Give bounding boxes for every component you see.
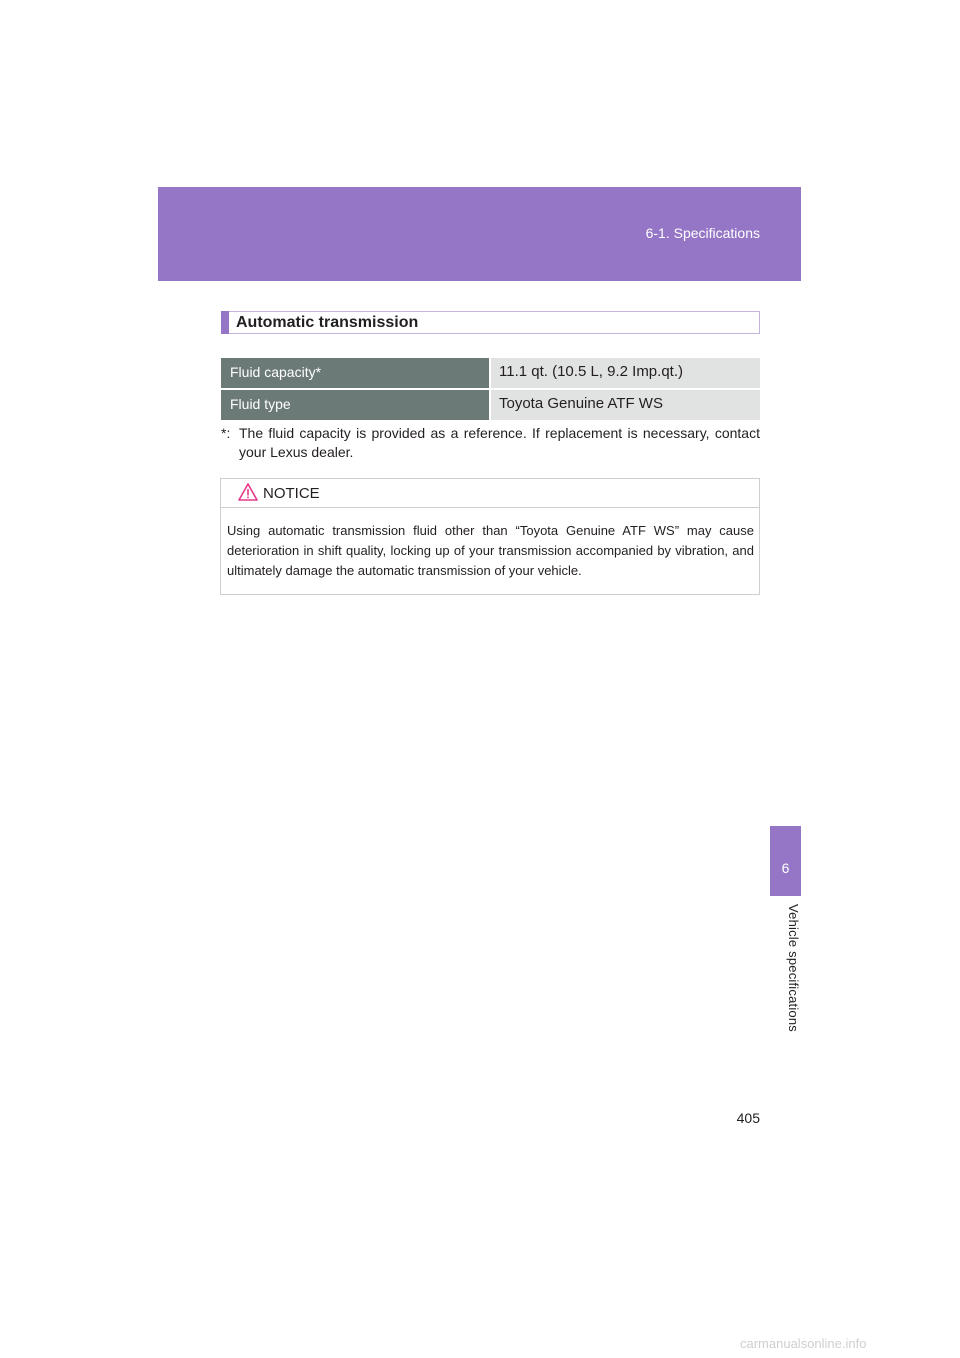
warning-triangle-icon [238, 483, 258, 506]
page-number: 405 [736, 1110, 760, 1126]
chapter-label: Vehicle specifications [786, 904, 801, 1032]
table-row [221, 358, 760, 388]
footnote-mark: *: [221, 425, 231, 441]
heading-accent-bar [221, 311, 229, 334]
notice-body: Using automatic transmission fluid other than “Toyota Genuine ATF WS” may cause deterioration in shift quality, locking up of your transmission accompanied by vibration, and ultimately damage the automatic transmission of your vehicle. [227, 523, 754, 578]
section-title: 6-1. Specifications [645, 225, 760, 241]
notice-title: NOTICE [263, 485, 320, 502]
chapter-tab[interactable] [770, 826, 801, 896]
spec-label: Fluid capacity* [221, 358, 489, 388]
spec-label: Fluid type [221, 390, 489, 420]
notice-header [221, 479, 759, 508]
chapter-number: 6 [781, 860, 790, 876]
watermark: carmanualsonline.info [740, 1336, 867, 1351]
spec-value: Toyota Genuine ATF WS [491, 390, 760, 420]
spec-table [221, 358, 760, 422]
footnote [221, 424, 760, 462]
section-heading: Automatic transmission [236, 314, 419, 331]
table-row [221, 390, 760, 420]
notice-box [220, 478, 760, 595]
footnote-text: The fluid capacity is provided as a reference. If replacement is necessary, contact your Lexus dealer. [239, 425, 760, 460]
spec-value: 11.1 qt. (10.5 L, 9.2 Imp.qt.) [491, 358, 760, 388]
chapter-header-band [158, 187, 801, 281]
section-heading-box [221, 311, 760, 334]
